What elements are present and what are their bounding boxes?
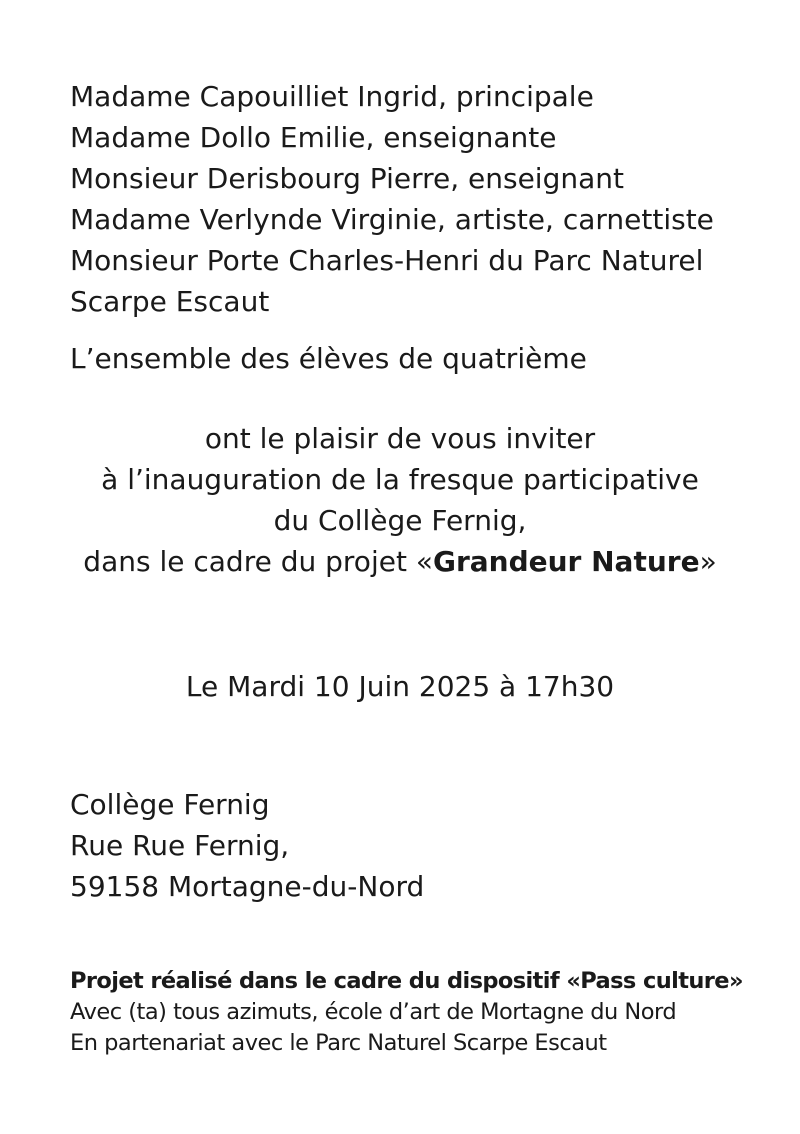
hosts-list <box>70 76 770 322</box>
footer-project-line: Projet réalisé dans le cadre du dispositif «Pass culture» <box>70 968 743 994</box>
event-date: Le Mardi 10 Juin 2025 à 17h30 <box>185 670 615 703</box>
project-name: Grandeur Nature <box>432 545 700 578</box>
invitation-line-2: à l’inauguration de la fresque participative <box>101 463 699 496</box>
invitation-line-3: du Collège Fernig, <box>273 504 527 537</box>
project-suffix: » <box>699 545 717 578</box>
footer-partner-line: Avec (ta) tous azimuts, école d’art de Mortagne du Nord <box>70 999 677 1025</box>
project-prefix: dans le cadre du projet « <box>83 545 433 578</box>
host-line: Madame Dollo Emilie, enseignante <box>70 121 557 154</box>
venue-address <box>70 784 424 907</box>
address-line: Collège Fernig <box>70 788 270 821</box>
host-line: Madame Verlynde Virginie, artiste, carnettiste <box>70 203 714 236</box>
address-line: 59158 Mortagne-du-Nord <box>70 870 425 903</box>
footer-credits <box>70 966 770 1059</box>
host-line: Monsieur Porte Charles-Henri du Parc Naturel <box>70 244 704 277</box>
invitation-line-1: ont le plaisir de vous inviter <box>204 422 596 455</box>
host-line: Monsieur Derisbourg Pierre, enseignant <box>70 162 624 195</box>
students-line: L’ensemble des élèves de quatrième <box>70 342 587 375</box>
address-line: Rue Rue Fernig, <box>70 829 290 862</box>
host-line: Scarpe Escaut <box>70 285 270 318</box>
invitation-line-4 <box>0 541 800 582</box>
footer-partner-line: En partenariat avec le Parc Naturel Scarpe Escaut <box>70 1030 607 1056</box>
host-line: Madame Capouilliet Ingrid, principale <box>70 80 594 113</box>
invitation-text <box>0 418 800 582</box>
